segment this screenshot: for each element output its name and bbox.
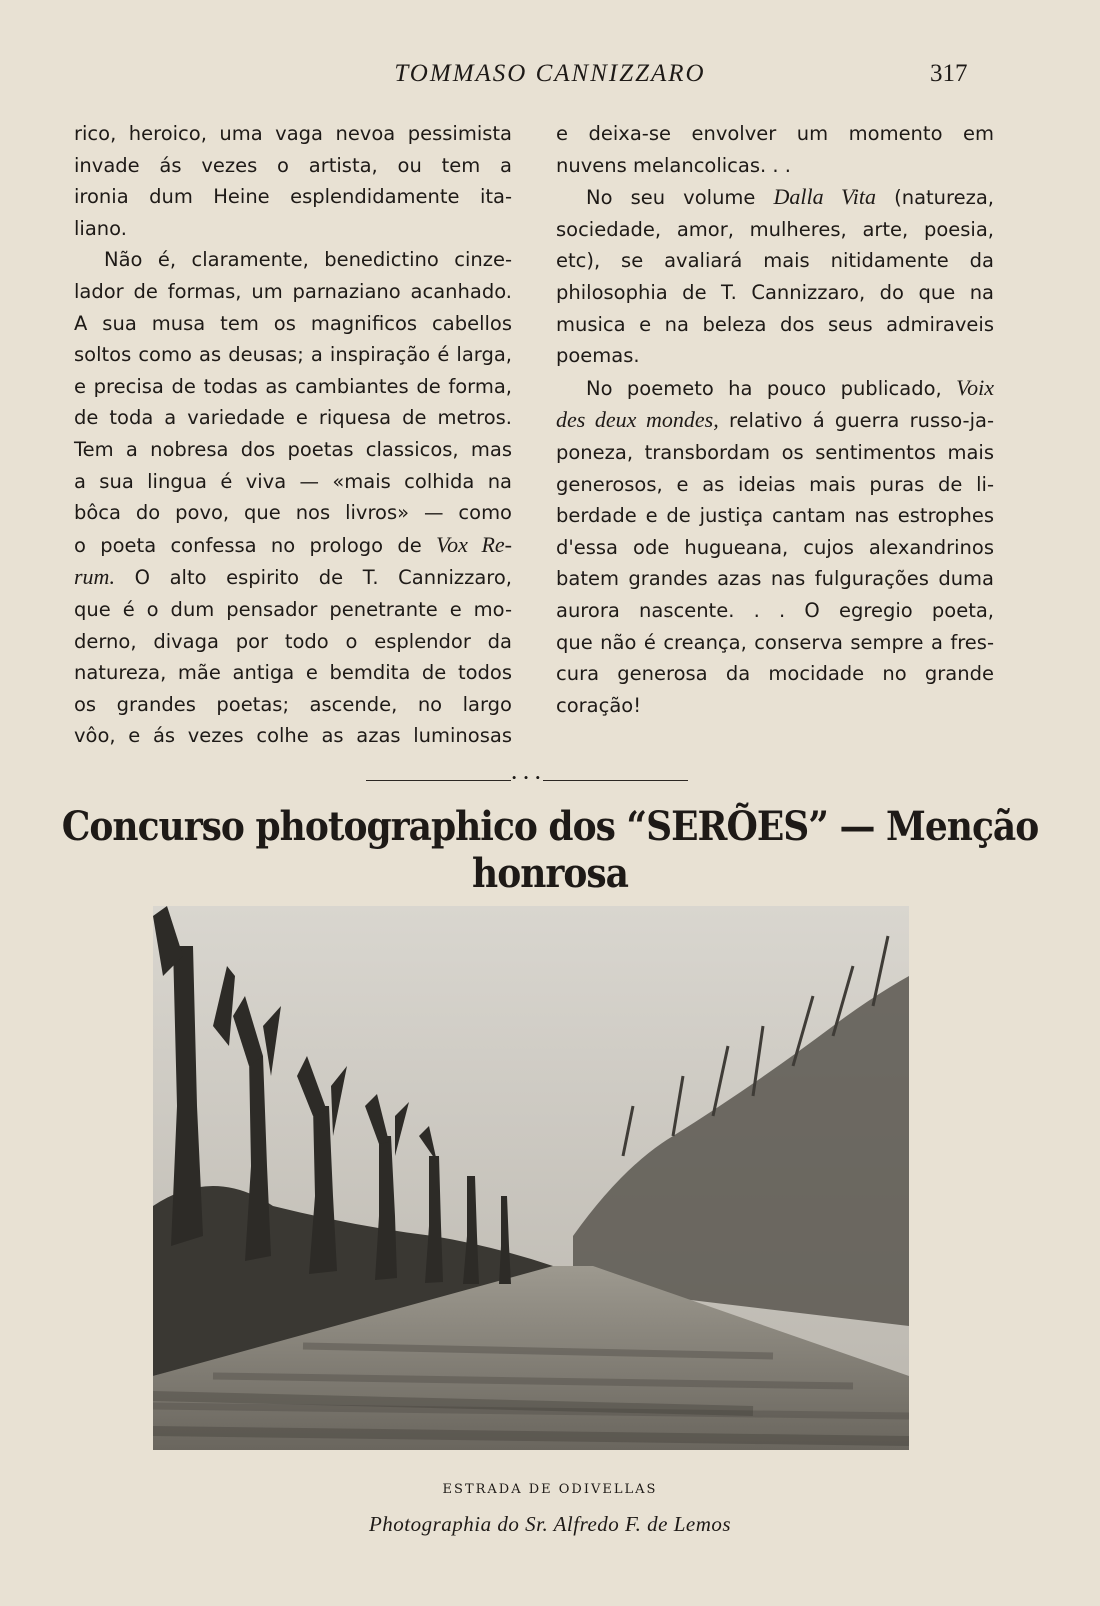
work-title-voix-end: des deux mondes, [556, 407, 719, 433]
divider-rule-right [543, 780, 688, 781]
text-line: e precisa de todas as cambiantes de forma, [74, 374, 512, 398]
text-line: ironia dum Heine esplendidamente ita- [74, 185, 512, 209]
text-line: que não é creança, conserva sempre a fres- [556, 630, 994, 654]
text-line: coração! [556, 693, 642, 717]
text-line: e deixa-se envolver um momento em [556, 122, 994, 145]
road-photograph [153, 906, 909, 1450]
text-line: generosos, e as ideias mais puras de li- [556, 472, 994, 496]
text-line: que é o dum pensador penetrante e mo- [74, 597, 512, 621]
running-header-title: TOMMASO CANNIZZARO [394, 60, 706, 87]
text-line-with-title [556, 181, 994, 214]
text-line: vôo, e ás vezes colhe as azas luminosas [74, 724, 512, 748]
work-title-voix: Voix [956, 374, 994, 400]
left-text-column [74, 118, 512, 752]
text-line: d'essa ode hugueana, cujos alexandrinos [556, 535, 994, 559]
text-line: bôca do povo, que nos livros» — como [74, 501, 512, 525]
text-fragment: o poeta confessa no prologo de [74, 533, 422, 557]
divider-ornament: • • • [511, 770, 543, 785]
text-line: nuvens melancolicas. . . [556, 153, 791, 177]
section-divider [366, 770, 688, 785]
text-line: Não é, claramente, benedictino cinze- [104, 248, 512, 272]
text-fragment: No seu volume [586, 186, 756, 210]
divider-rule-left [366, 780, 511, 781]
text-line: batem grandes azas nas fulgurações duma [556, 567, 994, 591]
text-line: Tem a nobresa dos poetas classicos, mas [74, 437, 512, 461]
text-line: philosophia de T. Cannizzaro, do que na [556, 280, 994, 304]
text-line: cura generosa da mocidade no grande [556, 662, 994, 686]
text-line: poemas. [556, 344, 640, 368]
text-line: derno, divaga por todo o esplendor da [74, 629, 512, 653]
text-line: etc), se avaliará mais nitidamente da [556, 249, 994, 273]
text-line: invade ás vezes o artista, ou tem a [74, 153, 512, 177]
text-fragment: (natureza, [894, 186, 994, 210]
text-line-with-title [556, 404, 994, 437]
text-line: liano. [74, 216, 127, 240]
work-title-vox-rerum-end: rum. [74, 564, 115, 590]
photo-illustration [153, 906, 909, 1450]
text-line: poneza, transbordam os sentimentos mais [556, 440, 994, 464]
work-title-dalla-vita: Dalla Vita [773, 184, 877, 210]
text-line: a sua lingua é viva — «mais colhida na [74, 469, 512, 493]
page-number: 317 [930, 60, 968, 87]
text-line: de toda a variedade e riquesa de metros. [74, 406, 512, 430]
contest-heading: Concurso photographico dos “SERÕES” — Menção honrosa [61, 802, 1039, 898]
text-line: A sua musa tem os magnificos cabellos [74, 311, 512, 335]
right-text-column [556, 118, 994, 721]
photo-caption: ESTRADA DE ODIVELLAS [442, 1482, 658, 1497]
work-title-vox-rerum: Vox Re- [436, 531, 513, 557]
text-line: berdade e de justiça cantam nas estrophes [556, 504, 994, 528]
text-fragment: relativo á guerra russo-ja- [728, 409, 994, 433]
text-line: lador de formas, um parnaziano acanhado. [74, 279, 512, 303]
photo-credit: Photographia do Sr. Alfredo F. de Lemos [368, 1512, 732, 1536]
text-line: rico, heroico, uma vaga nevoa pessimista [74, 122, 512, 145]
text-line: sociedade, amor, mulheres, arte, poesia, [556, 217, 994, 241]
text-line: natureza, mãe antiga e bemdita de todos [74, 661, 512, 685]
text-line: soltos como as deusas; a inspiração é larga, [74, 343, 512, 367]
text-line: musica e na beleza dos seus admiraveis [556, 312, 994, 336]
text-line-with-title [74, 529, 512, 562]
text-fragment: O alto espirito de T. Cannizzaro, [134, 566, 512, 590]
text-line: os grandes poetas; ascende, no largo [74, 692, 512, 716]
text-line-with-title [556, 372, 994, 405]
text-line-with-title [74, 561, 512, 594]
text-fragment: No poemeto ha pouco publicado, [586, 376, 942, 400]
text-line: aurora nascente. . . O egregio poeta, [556, 598, 994, 622]
